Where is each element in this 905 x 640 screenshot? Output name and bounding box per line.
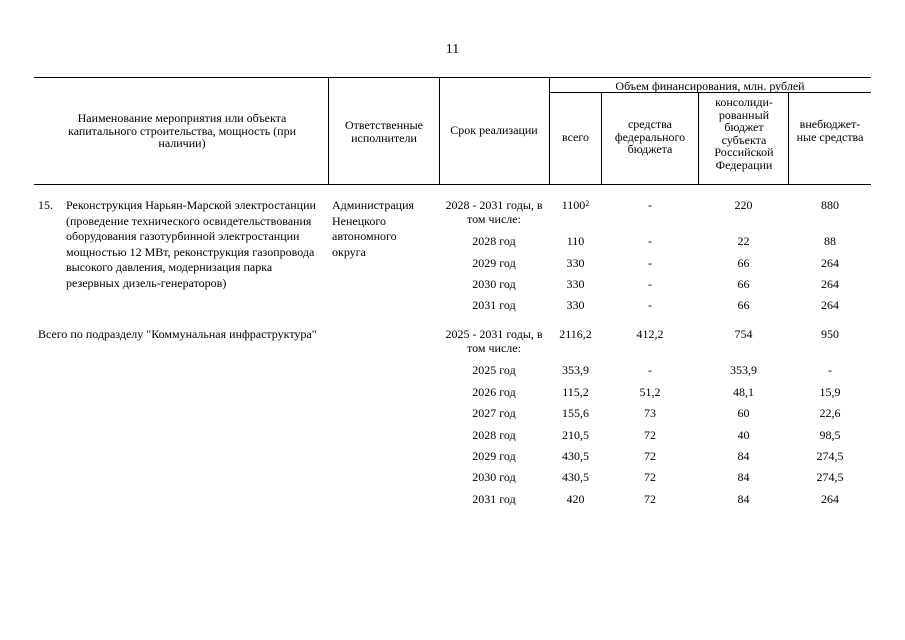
header-bottom-rule: [34, 184, 871, 185]
item-consolidated-2030: 66: [737, 277, 750, 291]
subtotal-term-2025: 2025 год: [472, 363, 516, 377]
subtotal-extra-2031: 264: [821, 492, 839, 506]
subtotal-total-total: 2116,2: [559, 327, 592, 341]
page-number: 11: [445, 42, 460, 57]
header-top-rule: [34, 77, 871, 78]
subtotal-federal-total: 412,2: [636, 327, 664, 341]
header-federal: средства федерального бюджета: [614, 117, 686, 156]
subtotal-term-2029: 2029 год: [472, 449, 516, 463]
subtotal-federal-2028: 72: [644, 428, 656, 442]
subtotal-extra-2028: 98,5: [819, 428, 841, 442]
header-divider-2: [439, 77, 440, 184]
item-name: Реконструкция Нарьян-Марской электростанции (проведение технического освидетельствования оборудования газотурбинной электростанции мощностью 12 МВт, реконструкция газопровода высокого давления, модернизация парка резервных дизель-генераторов): [66, 198, 316, 290]
item-federal-2031: -: [648, 298, 652, 312]
item-term-2029: 2029 год: [472, 256, 516, 270]
subtotal-term-2028: 2028 год: [472, 428, 516, 442]
item-total-2030: 330: [566, 277, 585, 291]
subtotal-extra-2025: -: [828, 363, 832, 377]
item-extra-total: 880: [821, 198, 839, 212]
item-term-2030: 2030 год: [472, 277, 516, 291]
subtotal-consolidated-2028: 40: [737, 428, 750, 442]
subtotal-consolidated-2029: 84: [737, 449, 750, 463]
subtotal-consolidated-2025: 353,9: [730, 363, 757, 377]
header-divider-5: [698, 92, 699, 184]
subtotal-federal-2027: 73: [644, 406, 656, 420]
header-total: всего: [561, 130, 590, 144]
item-total-2031: 330: [566, 298, 585, 312]
item-federal-2028: -: [648, 234, 652, 248]
item-consolidated-2028: 22: [737, 234, 750, 248]
item-total-2028: 110: [566, 234, 585, 248]
header-funding-group: Объем финансирования, млн. рублей: [615, 79, 805, 93]
header-name-column: Наименование мероприятия или объекта капитального строительства, мощность (при наличии): [68, 111, 296, 150]
subtotal-term-2026: 2026 год: [472, 385, 516, 399]
item-total-2029: 330: [566, 256, 585, 270]
item-federal-total: -: [648, 198, 652, 212]
footnote-mark: 2: [585, 199, 590, 208]
subtotal-federal-2031: 72: [644, 492, 656, 506]
item-total-value: 1100: [561, 198, 586, 212]
subtotal-total-2028: 210,5: [562, 428, 589, 442]
subtotal-federal-2026: 51,2: [639, 385, 661, 399]
subtotal-federal-2030: 72: [644, 470, 656, 484]
header-executor-column: Ответственные исполнители: [345, 118, 423, 145]
item-extra-2028: 88: [824, 234, 836, 248]
item-consolidated-total: 220: [734, 198, 753, 212]
item-federal-2029: -: [648, 256, 652, 270]
subtotal-term-2031: 2031 год: [472, 492, 516, 506]
item-federal-2030: -: [648, 277, 652, 291]
header-consolidated: консолиди-рованный бюджет субъекта Российской Федерации: [714, 95, 774, 172]
item-consolidated-2029: 66: [737, 256, 750, 270]
item-extra-2029: 264: [821, 256, 839, 270]
subtotal-consolidated-2031: 84: [737, 492, 750, 506]
header-divider-4: [601, 92, 602, 184]
subtotal-total-2030: 430,5: [562, 470, 589, 484]
header-term-column: Срок реализации: [450, 123, 538, 137]
subtotal-extra-2026: 15,9: [819, 385, 841, 399]
subtotal-federal-2025: -: [648, 363, 652, 377]
subtotal-federal-2029: 72: [644, 449, 656, 463]
item-extra-2030: 264: [821, 277, 839, 291]
subtotal-extra-2029: 274,5: [816, 449, 844, 463]
item-term-total: 2028 - 2031 годы, в том числе:: [445, 198, 543, 226]
subtotal-total-2026: 115,2: [562, 385, 589, 399]
subtotal-consolidated-total: 754: [734, 327, 753, 341]
subtotal-consolidated-2030: 84: [737, 470, 750, 484]
subtotal-extra-2030: 274,5: [816, 470, 844, 484]
subtotal-label: Всего по подразделу "Коммунальная инфраструктура": [38, 327, 317, 341]
item-total-total: [551, 198, 600, 213]
item-consolidated-2031: 66: [737, 298, 750, 312]
header-extrabudget: внебюджет-ные средства: [796, 117, 864, 144]
subtotal-total-2031: 420: [566, 492, 585, 506]
header-divider-3: [549, 77, 550, 184]
subtotal-consolidated-2027: 60: [737, 406, 750, 420]
item-number: 15.: [38, 198, 53, 212]
header-divider-1: [328, 77, 329, 184]
subtotal-extra-2027: 22,6: [819, 406, 841, 420]
item-term-2031: 2031 год: [472, 298, 516, 312]
header-divider-6: [788, 92, 789, 184]
subtotal-consolidated-2026: 48,1: [733, 385, 754, 399]
subtotal-extra-total: 950: [821, 327, 839, 341]
subtotal-term-2027: 2027 год: [472, 406, 516, 420]
subtotal-term-2030: 2030 год: [472, 470, 516, 484]
item-executor: Администрация Ненецкого автономного округа: [332, 198, 415, 259]
subtotal-total-2025: 353,9: [562, 363, 589, 377]
subtotal-term-total: 2025 - 2031 годы, в том числе:: [445, 327, 543, 355]
item-term-2028: 2028 год: [472, 234, 516, 248]
subtotal-total-2027: 155,6: [562, 406, 589, 420]
subtotal-total-2029: 430,5: [562, 449, 589, 463]
item-extra-2031: 264: [821, 298, 839, 312]
